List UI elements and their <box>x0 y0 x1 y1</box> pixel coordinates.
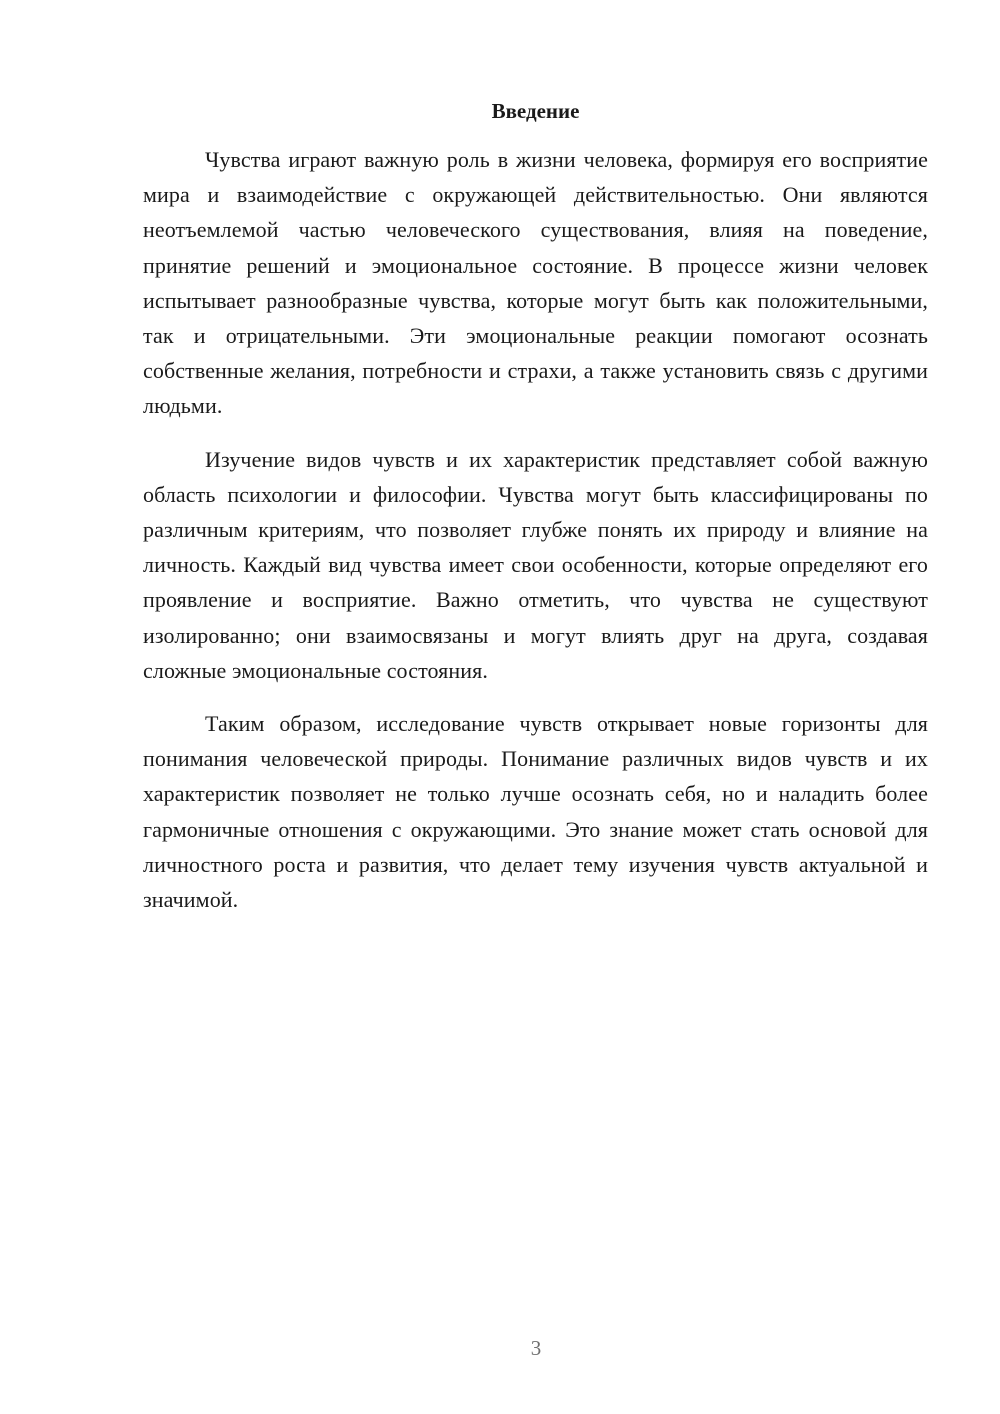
page-heading: Введение <box>491 99 580 123</box>
paragraph-2: Изучение видов чувств и их характеристик представляет собой важную область психологии и философии. Чувства могут быть классифицированы по различным критериям, что позволяет глубже понять их природу и влияние на личность. Каждый вид чувства имеет свои особенности, которые определяют его проявление и восприятие. Важно отметить, что чувства не существуют изолированно; они взаимосвязаны и могут влиять друг на друга, создавая сложные эмоциональные состояния. <box>143 446 928 683</box>
paragraph-3: Таким образом, исследование чувств открывает новые горизонты для понимания человеческой природы. Понимание различных видов чувств и их характеристик позволяет не только лучше осознать себя, но и наладить более гармоничные отношения с окружающими. Это знание может стать основой для личностного роста и развития, что делает тему изучения чувств актуальной и значимой. <box>143 711 928 913</box>
document-body <box>143 142 928 935</box>
page-number: 3 <box>530 1336 542 1360</box>
paragraph-1: Чувства играют важную роль в жизни человека, формируя его восприятие мира и взаимодействие с окружающей действительностью. Они являются неотъемлемой частью человеческого существования, влияя на поведение, принятие решений и эмоциональное состояние. В процессе жизни человек испытывает разнообразные чувства, которые могут быть как положительными, так и отрицательными. Эти эмоциональные реакции помогают осознать собственные желания, потребности и страхи, а также установить связь с другими людьми. <box>143 147 928 419</box>
